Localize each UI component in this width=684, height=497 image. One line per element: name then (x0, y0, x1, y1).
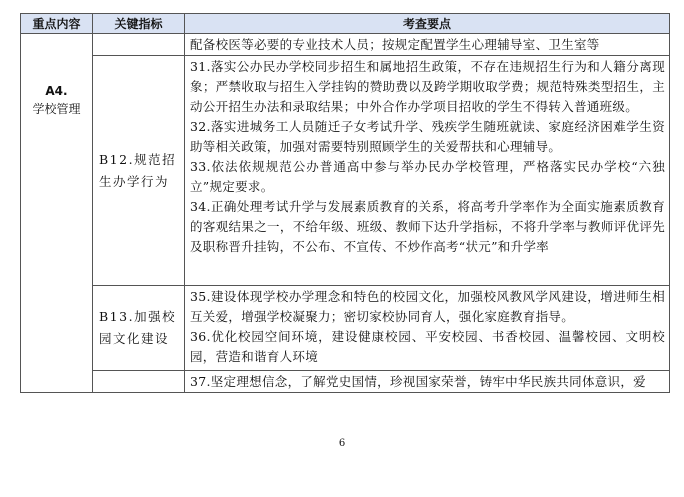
indicator-cell-empty (93, 34, 185, 56)
table-row-b12 (21, 56, 670, 286)
point-31: 31.落实公办民办学校同步招生和属地招生政策，不存在违规招生行为和人籍分离现象；严禁收取与招生入学挂钩的赞助费以及跨学期收取学费；规范特殊类型招生，主动公开招生办法和录取结果；中外合作办学项目招收的学生不得转入普通班级。 (190, 59, 665, 114)
header-key-indicator: 关键指标 (93, 14, 185, 34)
table-row (21, 34, 670, 56)
header-focus-area: 重点内容 (21, 14, 93, 34)
point-37: 37.坚定理想信念，了解党史国情，珍视国家荣誉，铸牢中华民族共同体意识，爱 (190, 373, 646, 389)
header-check-points: 考查要点 (185, 14, 670, 34)
indicator-cell-empty (93, 371, 185, 393)
focus-area-name: 学校管理 (32, 102, 81, 116)
point-35: 35.建设体现学校办学理念和特色的校园文化，加强校风教风学风建设，增进师生相互关爱，增强学校凝聚力；密切家校协同育人，强化家庭教育指导。 (190, 289, 665, 324)
point-36: 36.优化校园空间环境，建设健康校园、平安校园、书香校园、温馨校园、文明校园，营造和谐育人环境 (190, 329, 665, 364)
focus-area-code: A4. (45, 84, 68, 98)
points-cell (185, 371, 670, 393)
table-row-b13 (21, 286, 670, 371)
standards-table (20, 13, 670, 393)
page-number: 6 (338, 438, 346, 449)
focus-area-cell (21, 34, 93, 393)
table-row (21, 371, 670, 393)
indicator-b13: B13.加强校园文化建设 (93, 286, 185, 371)
point-34: 34.正确处理考试升学与发展素质教育的关系，将高考升学率作为全面实施素质教育的客观结果之一，不给年级、班级、教师下达升学指标，不将升学率与教师评优评先及职称晋升挂钩，不公布、不宣传、不炒作高考“状元”和升学率 (190, 199, 665, 254)
points-cell (185, 34, 670, 56)
point-32: 32.落实进城务工人员随迁子女考试升学、残疾学生随班就读、家庭经济困难学生资助等相关政策，加强对需要特别照顾学生的关爱帮扶和心理辅导。 (190, 119, 665, 154)
points-cell-b13 (185, 286, 670, 371)
point-33: 33.依法依规规范公办普通高中参与举办民办学校管理，严格落实民办学校“六独立”规定要求。 (190, 159, 665, 194)
table-header-row (21, 14, 670, 34)
indicator-b12: B12.规范招生办学行为 (93, 56, 185, 286)
points-cell-b12 (185, 56, 670, 286)
point-text: 配备校医等必要的专业技术人员；按规定配置学生心理辅导室、卫生室等 (190, 36, 600, 52)
